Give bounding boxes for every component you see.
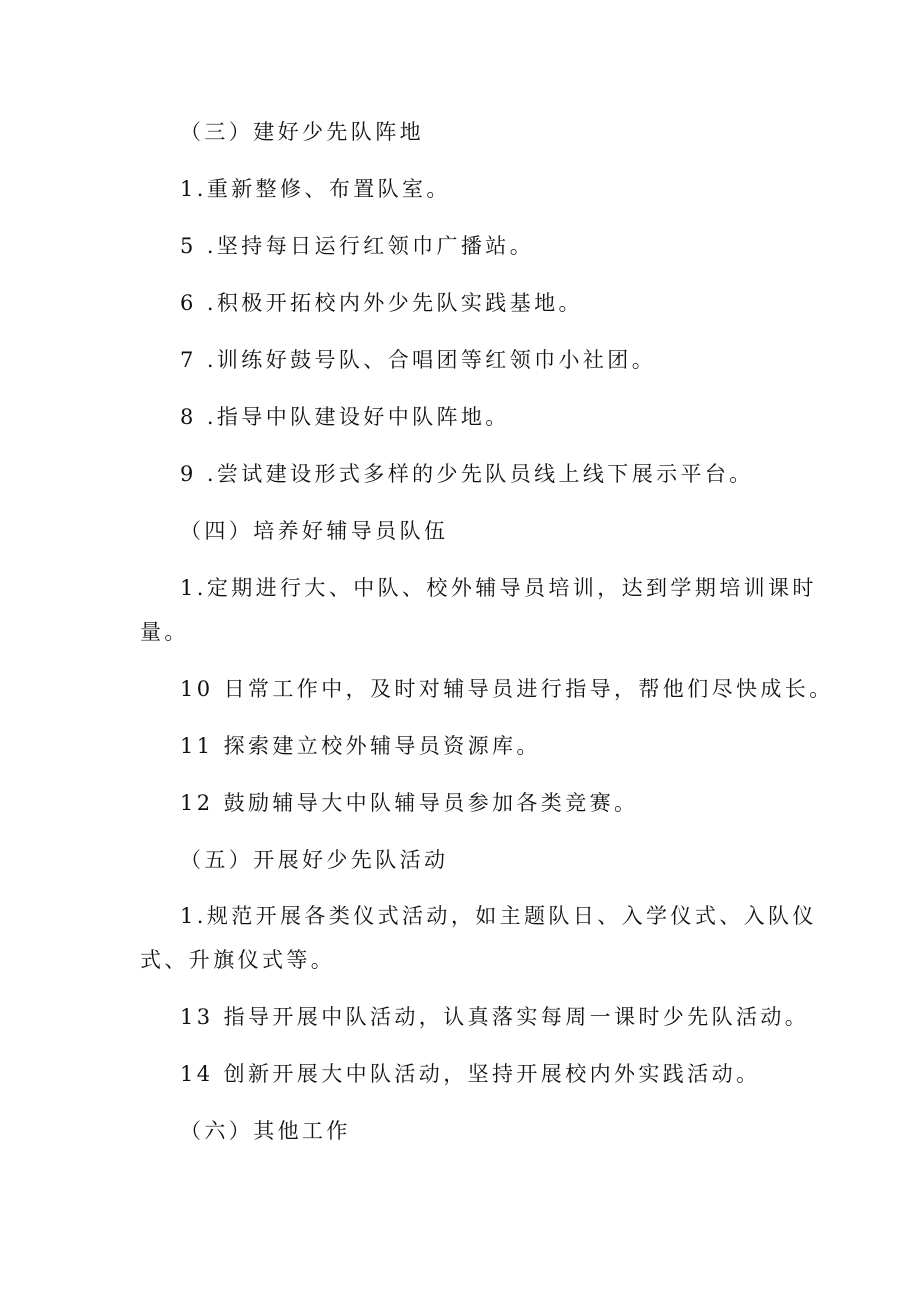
section-heading-5: （五）开展好少先队活动 (180, 848, 449, 872)
section-heading-4: （四）培养好辅导员队伍 (180, 519, 449, 543)
list-item: 12 鼓励辅导大中队辅导员参加各类竞赛。 (180, 791, 639, 815)
list-item: 10 日常工作中，及时对辅导员进行指导，帮他们尽快成长。 (180, 677, 834, 701)
section-heading-3: （三）建好少先队阵地 (180, 120, 424, 144)
list-item: 8 .指导中队建设好中队阵地。 (180, 405, 510, 429)
list-item: 6 .积极开拓校内外少先队实践基地。 (180, 291, 583, 315)
list-item: 9 .尝试建设形式多样的少先队员线上线下展示平台。 (180, 462, 754, 486)
section-heading-6: （六）其他工作 (180, 1119, 351, 1143)
list-item: 13 指导开展中队活动，认真落实每周一课时少先队活动。 (180, 1005, 810, 1029)
list-item: 1.规范开展各类仪式活动，如主题队日、入学仪式、入队仪 (180, 904, 817, 928)
list-item: 5 .坚持每日运行红领巾广播站。 (180, 234, 535, 258)
list-item: 14 创新开展大中队活动，坚持开展校内外实践活动。 (180, 1062, 761, 1086)
list-item: 7 .训练好鼓号队、合唱团等红领巾小社团。 (180, 348, 657, 372)
list-item: 11 探索建立校外辅导员资源库。 (180, 734, 541, 758)
list-item: 1.定期进行大、中队、校外辅导员培训，达到学期培训课时 (180, 576, 817, 600)
list-item: 1.重新整修、布置队室。 (180, 177, 451, 201)
list-item-continuation: 式、升旗仪式等。 (140, 948, 336, 972)
list-item-continuation: 量。 (140, 620, 189, 644)
